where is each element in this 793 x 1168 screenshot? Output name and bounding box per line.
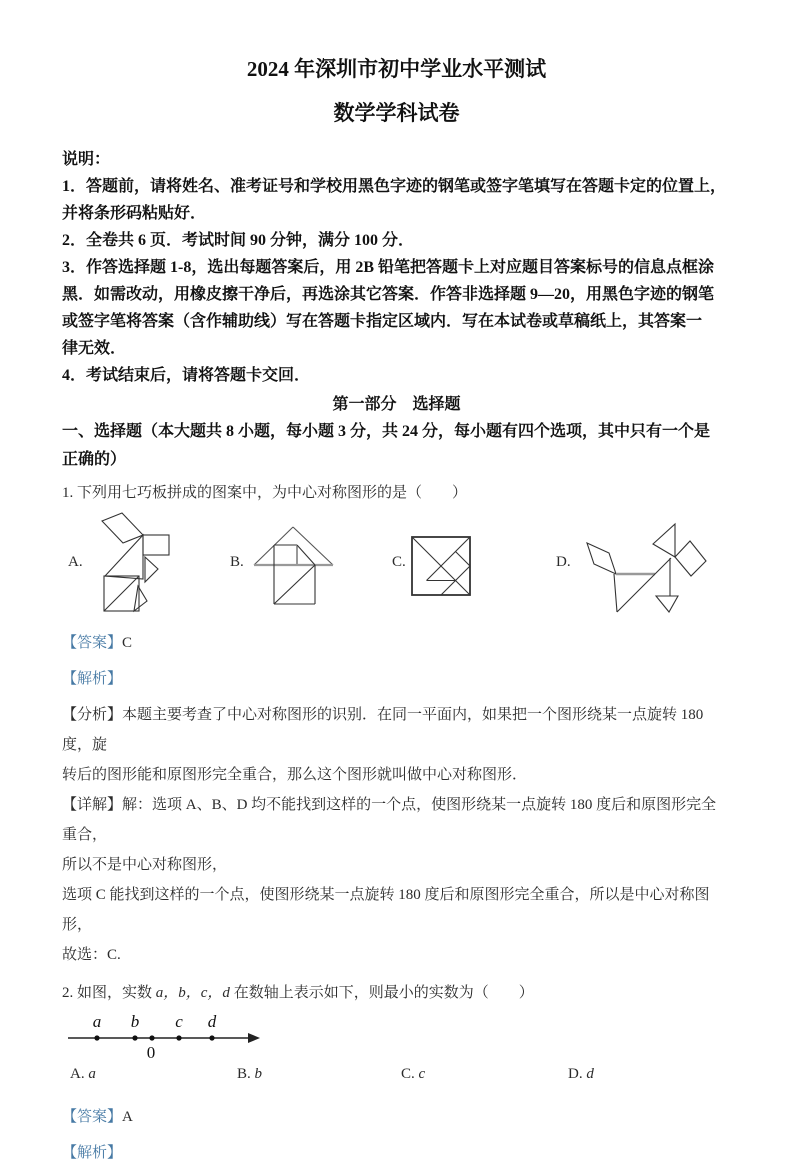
q1-detail-line-1: 【详解】解：选项 A、B、D 均不能找到这样的一个点，使图形绕某一点旋转 180 度后和原图形完全重合， bbox=[62, 797, 717, 843]
q2-option-a-label: A. bbox=[70, 1066, 85, 1082]
q1-answer-line bbox=[62, 628, 731, 658]
q2-option-b bbox=[237, 1066, 262, 1083]
section-part-title: 第一部分 选择题 bbox=[332, 396, 461, 413]
question-2-stem bbox=[62, 980, 731, 1006]
question-1-figure-row bbox=[62, 510, 731, 622]
axis-arrowhead bbox=[248, 1033, 260, 1043]
q2-option-c bbox=[401, 1066, 425, 1083]
section-heading-line-1: 一、选择题（本大题共 8 小题，每小题 3 分，共 24 分，每小题有四个选项，其中只有一个是 bbox=[62, 423, 711, 440]
point-label-a: a bbox=[92, 1012, 102, 1031]
notice-item-3-line-1: 3．作答选择题 1-8，选出每题答案后，用 2B 铅笔把答题卡上对应题目答案标号的信息点框涂 bbox=[62, 259, 715, 276]
q1-answer-value: C bbox=[122, 635, 133, 651]
q2-option-a-value: a bbox=[88, 1066, 96, 1082]
notice-item-3-line-2: 黑．如需改动，用橡皮擦干净后，再选涂其它答案．作答非选择题 9—20，用黑色字迹的钢笔 bbox=[62, 286, 715, 303]
tangram-dog-figure bbox=[576, 514, 709, 614]
notice-item-3-line-3: 或签字笔将答案（含作辅助线）写在答题卡指定区域内．写在本试卷或草稿纸上，其答案一 bbox=[62, 313, 703, 330]
q2-option-d-value: d bbox=[586, 1066, 594, 1082]
q2-option-b-label: B. bbox=[237, 1066, 251, 1082]
q1-analysis-line-2: 转后的图形能和原图形完全重合，那么这个图形就叫做中心对称图形． bbox=[62, 767, 528, 783]
q2-answer-line bbox=[62, 1102, 731, 1132]
tangram-square-figure bbox=[411, 536, 471, 596]
question-2-options bbox=[62, 1066, 731, 1096]
q2-stem-suffix: 在数轴上表示如下，则最小的实数为（ ） bbox=[229, 985, 534, 1001]
question-1-stem: 1. 下列用七巧板拼成的图案中，为中心对称图形的是（ ） bbox=[62, 485, 468, 501]
q2-option-b-value: b bbox=[254, 1066, 263, 1082]
option-d-figure-label: D. bbox=[556, 554, 571, 570]
q1-detail-line-3: 选项 C 能找到这样的一个点，使图形绕某一点旋转 180 度后和原图形完全重合，所以是中心对称图形， bbox=[62, 887, 710, 933]
q2-answer-label: 【答案】 bbox=[62, 1109, 123, 1125]
notice-list bbox=[62, 173, 731, 389]
origin-label: 0 bbox=[146, 1043, 156, 1062]
tangram-house-figure bbox=[249, 522, 344, 612]
q1-detail-line-2: 所以不是中心对称图形， bbox=[62, 857, 228, 873]
option-c-figure-group bbox=[392, 510, 471, 596]
point-label-d: d bbox=[207, 1012, 217, 1031]
notice-item-1-line-2: 并将条形码粘贴好． bbox=[62, 205, 207, 222]
option-b-figure-label: B. bbox=[230, 554, 244, 570]
q2-stem-variables: a，b，c，d bbox=[155, 985, 230, 1001]
q1-detail-line-4: 故选：C. bbox=[62, 947, 121, 963]
q1-analysis-line-1: 【分析】本题主要考查了中心对称图形的识别．在同一平面内，如果把一个图形绕某一点旋转 180 度，旋 bbox=[62, 707, 704, 753]
option-c-figure-label: C. bbox=[392, 554, 406, 570]
notice-item-1-line-1: 1．答题前，请将姓名、准考证号和学校用黑色字迹的钢笔或签字笔填写在答题卡定的位置上， bbox=[62, 178, 727, 195]
q1-analysis-label: 【解析】 bbox=[62, 671, 123, 687]
notice-label: 说明： bbox=[62, 151, 111, 168]
q2-option-d-label: D. bbox=[568, 1066, 583, 1082]
q2-option-c-value: c bbox=[418, 1066, 426, 1082]
point-label-c: c bbox=[175, 1012, 183, 1031]
option-a-figure-label: A. bbox=[68, 554, 83, 570]
notice-item-3-line-4: 律无效． bbox=[62, 340, 127, 357]
q2-option-a bbox=[70, 1066, 96, 1083]
q2-answer-value: A bbox=[122, 1109, 133, 1125]
number-line-figure bbox=[66, 1012, 731, 1064]
q1-answer-label: 【答案】 bbox=[62, 635, 123, 651]
tangram-rabbit-figure bbox=[88, 510, 172, 614]
section-heading-line-2: 正确的） bbox=[62, 451, 127, 468]
q2-option-c-label: C. bbox=[401, 1066, 415, 1082]
q2-option-d bbox=[568, 1066, 594, 1083]
notice-item-4: 4．考试结束后，请将答题卡交回． bbox=[62, 367, 311, 384]
point-label-b: b bbox=[130, 1012, 140, 1031]
q2-stem-prefix: 2. 如图，实数 bbox=[62, 985, 156, 1001]
notice-item-2: 2．全卷共 6 页．考试时间 90 分钟，满分 100 分． bbox=[62, 232, 415, 249]
option-d-figure-group bbox=[556, 510, 709, 614]
option-a-figure-group bbox=[68, 510, 172, 614]
exam-subtitle: 数学学科试卷 bbox=[333, 101, 460, 125]
option-b-figure-group bbox=[230, 510, 344, 612]
q2-analysis-label: 【解析】 bbox=[62, 1145, 123, 1161]
exam-title: 2024 年深圳市初中学业水平测试 bbox=[246, 57, 547, 81]
